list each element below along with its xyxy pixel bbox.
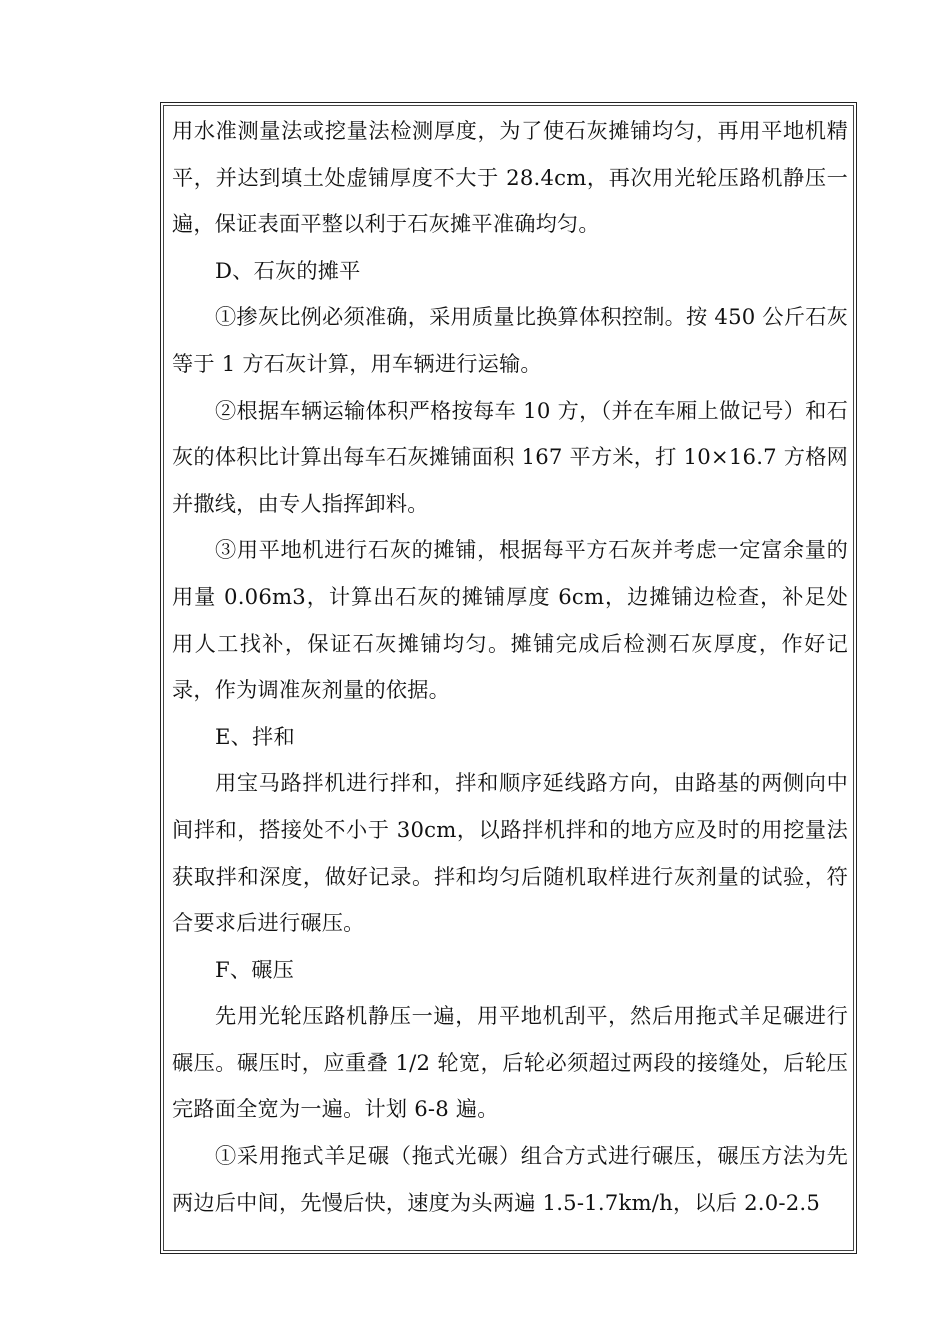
table-cell-content <box>172 108 848 1226</box>
paragraph-continuation: 用水准测量法或挖量法检测厚度，为了使石灰摊铺均匀，再用平地机精平，并达到填土处虚铺厚度不大于 28.4cm，再次用光轮压路机静压一遍，保证表面平整以利于石灰摊平准确均匀。 <box>172 118 848 237</box>
paragraph-compaction-item-1: ①采用拖式羊足碾（拖式光碾）组合方式进行碾压，碾压方法为先两边后中间，先慢后快，速度为头两遍 1.5-1.7km/h，以后 2.0-2.5 <box>172 1143 848 1215</box>
heading-e-mixing: E、拌和 <box>215 723 295 749</box>
paragraph-mixing: 用宝马路拌机进行拌和，拌和顺序延线路方向，由路基的两侧向中间拌和，搭接处不小于 30cm，以路拌机拌和的地方应及时的用挖量法获取拌和深度，做好记录。拌和均匀后随机取样进行灰剂量的试验，符合要求后进行碾压。 <box>172 770 848 936</box>
paragraph-compaction: 先用光轮压路机静压一遍，用平地机刮平，然后用拖式羊足碾进行碾压。碾压时，应重叠 1/2 轮宽，后轮必须超过两段的接缝处，后轮压完路面全宽为一遍。计划 6-8 遍。 <box>172 1003 848 1122</box>
heading-f-compaction: F、碾压 <box>215 956 295 982</box>
heading-d-lime-spreading: D、石灰的摊平 <box>215 257 361 283</box>
paragraph-item-2: ②根据车辆运输体积严格按每车 10 方，（并在车厢上做记号）和石灰的体积比计算出每车石灰摊铺面积 167 平方米，打 10×16.7 方格网并撒线，由专人指挥卸料。 <box>172 397 848 516</box>
paragraph-item-1: ①掺灰比例必须准确，采用质量比换算体积控制。按 450 公斤石灰等于 1 方石灰计算，用车辆进行运输。 <box>172 304 848 376</box>
paragraph-item-3: ③用平地机进行石灰的摊铺，根据每平方石灰并考虑一定富余量的用量 0.06m3，计算出石灰的摊铺厚度 6cm，边摊铺边检查，补足处用人工找补，保证石灰摊铺均匀。摊铺完成后检测石灰厚度，作好记录，作为调准灰剂量的依据。 <box>172 537 848 703</box>
